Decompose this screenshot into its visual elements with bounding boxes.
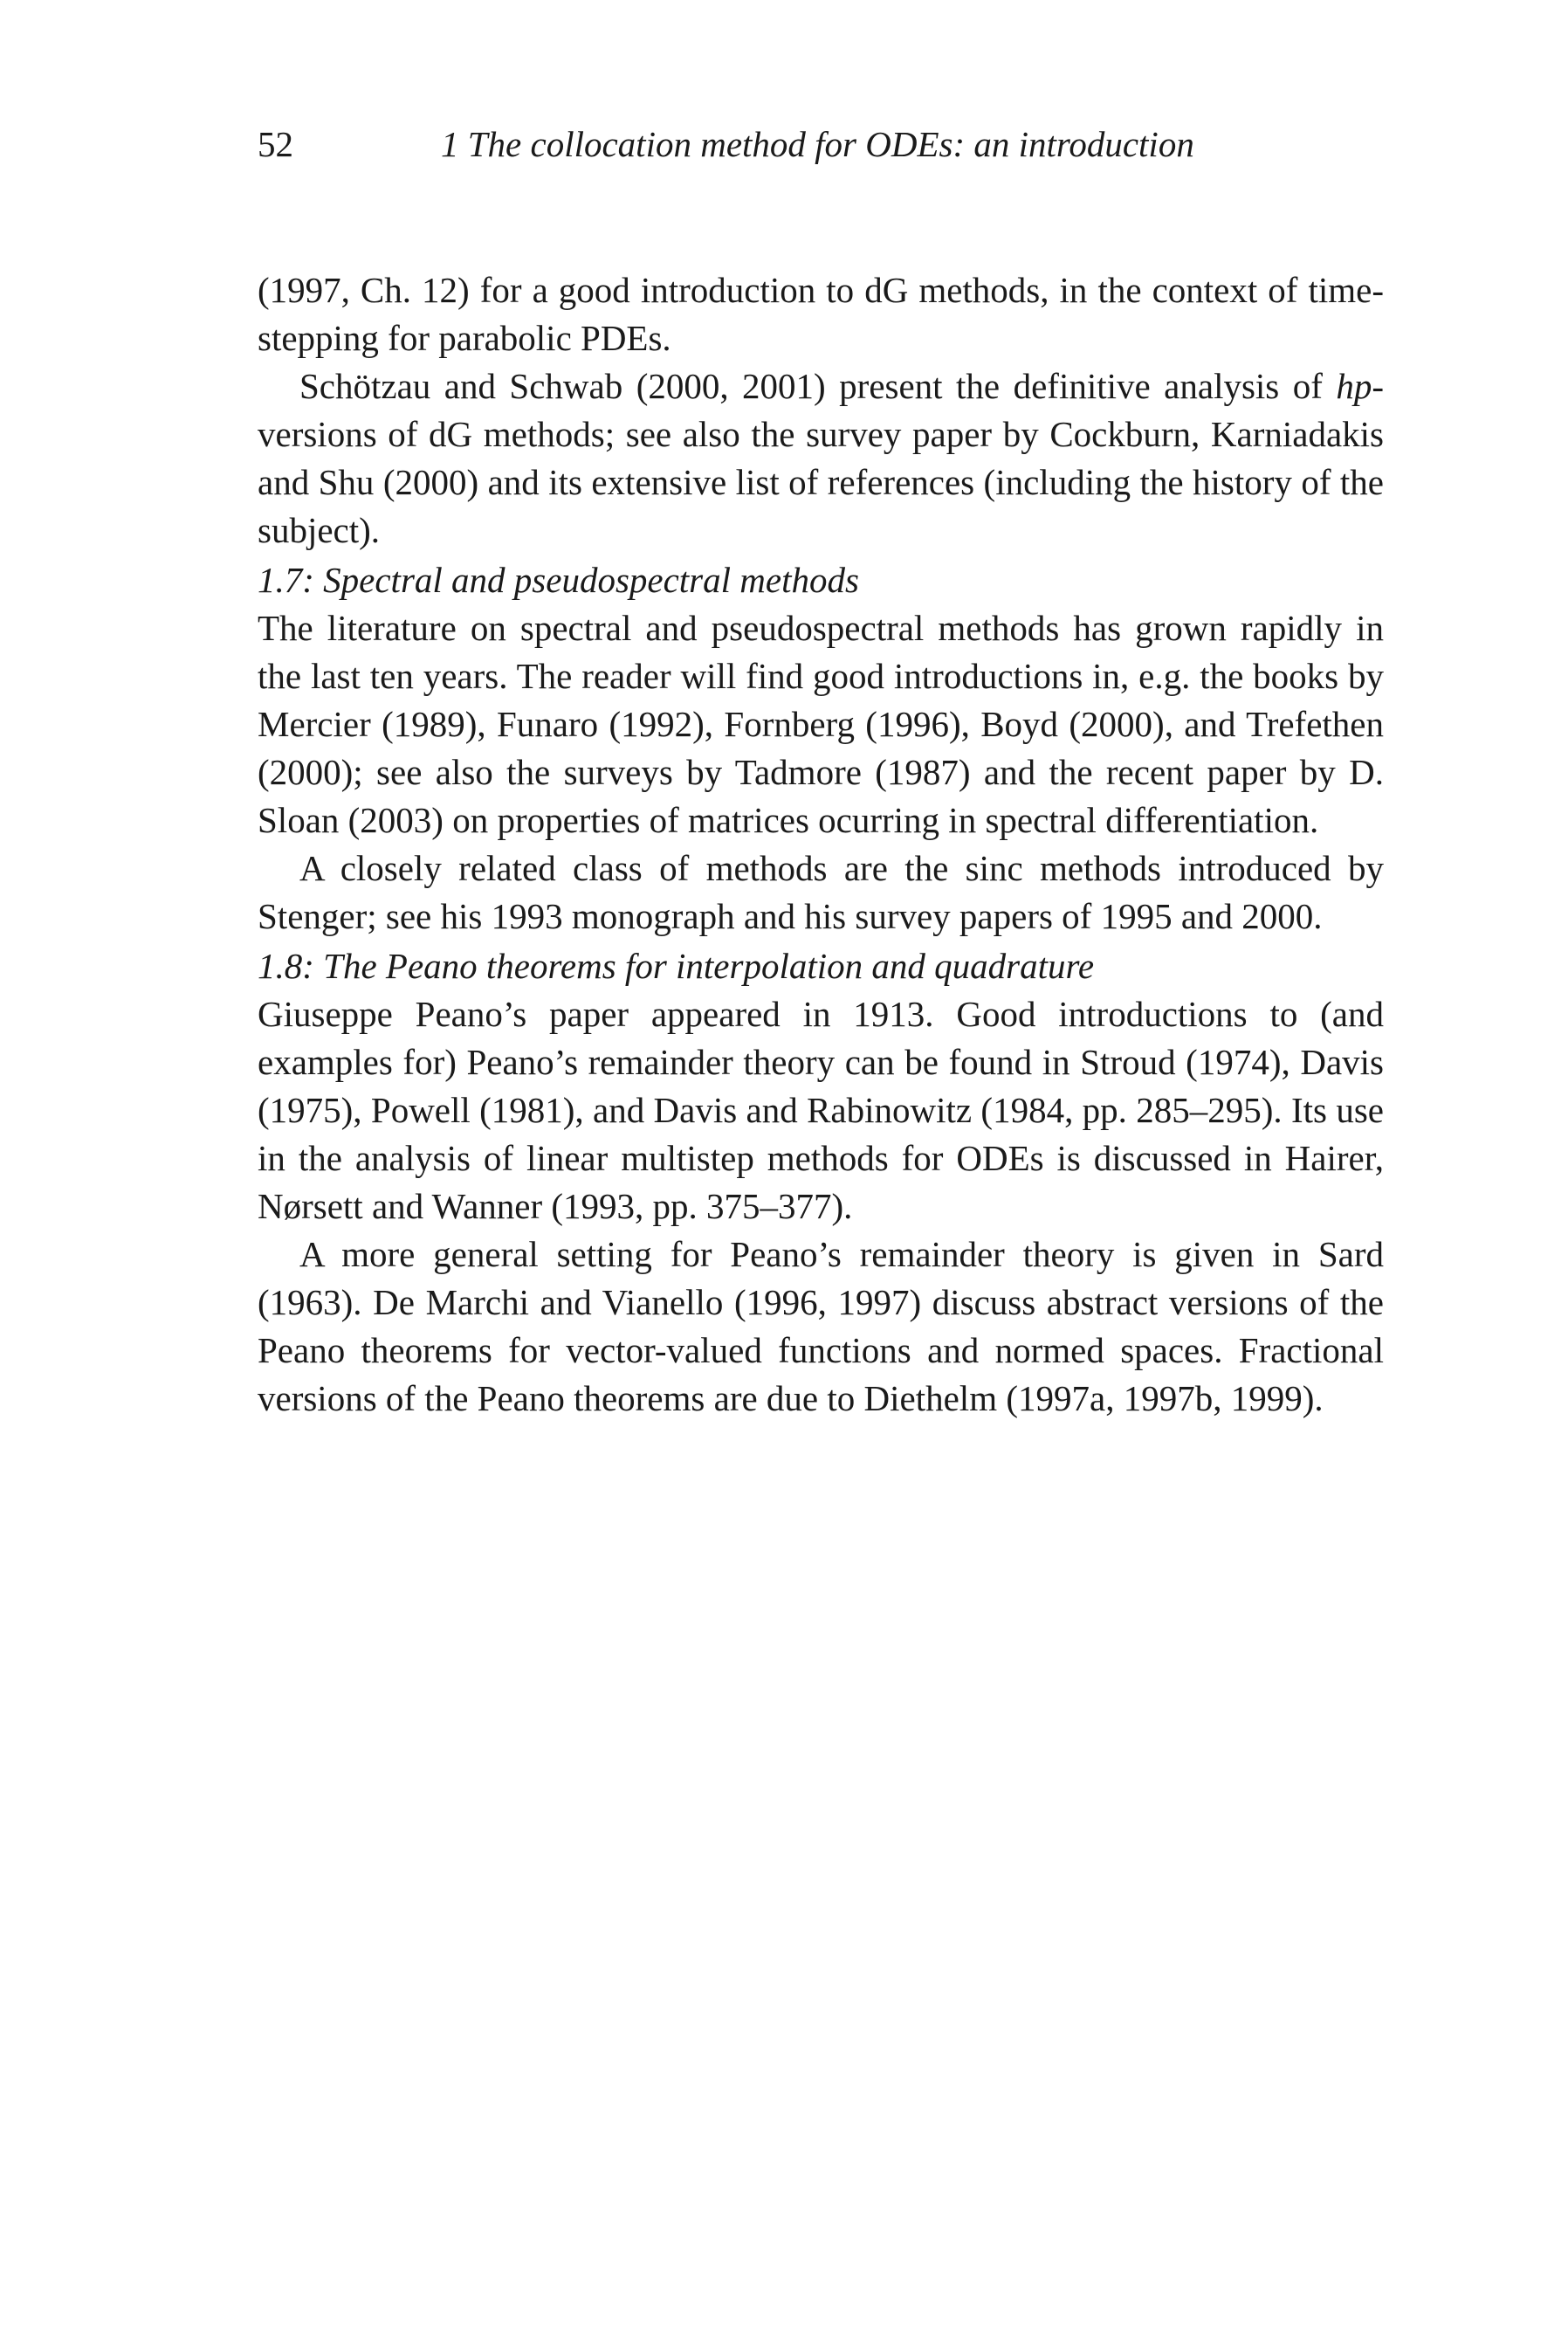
running-title: 1 The collocation method for ODEs: an introduction	[441, 124, 1194, 164]
section-heading-spectral: 1.7: Spectral and pseudospectral methods	[258, 560, 859, 600]
running-head	[258, 105, 1384, 183]
paragraph-sinc-methods: A closely related class of methods are the sinc methods introduced by Stenger; see his 1993 monograph and his survey papers of 1995 and 2000.	[258, 848, 1384, 936]
body-text	[258, 266, 1384, 1423]
paragraph-hp-versions	[258, 362, 1384, 555]
paragraph-continuation: (1997, Ch. 12) for a good introduction to dG methods, in the context of time-stepping for parabolic PDEs.	[258, 270, 1384, 358]
paragraph-text: -versions of dG methods; see also the survey paper by Cockburn, Karniadakis and Shu (2000) and its extensive list of references (including the history of the subject).	[258, 366, 1384, 550]
paragraph-peano-paper: Giuseppe Peano’s paper appeared in 1913. Good introductions to (and examples for) Peano’s remainder theory can be found in Stroud (1974), Davis (1975), Powell (1981), and Davis and Rabinowitz (1984, pp. 285–295). Its use in the analysis of linear multistep methods for ODEs is discussed in Hairer, Nørsett and Wanner (1993, pp. 375–377).	[258, 994, 1384, 1226]
page-number: 52	[258, 124, 293, 164]
paragraph-spectral-literature: The literature on spectral and pseudospectral methods has grown rapidly in the last ten years. The reader will find good introductions in, e.g. the books by Mercier (1989), Funaro (1992), Fornberg (1996), Boyd (2000), and Trefethen (2000); see also the surveys by Tadmore (1987) and the recent paper by D. Sloan (2003) on properties of matrices ocurring in spectral differentiation.	[258, 608, 1384, 840]
paragraph-peano-general: A more general setting for Peano’s remainder theory is given in Sard (1963). De Marchi and Vianello (1996, 1997) discuss abstract versions of the Peano theorems for vector-valued functions and normed spaces. Fractional versions of the Peano theorems are due to Diethelm (1997a, 1997b, 1999).	[258, 1234, 1384, 1418]
italic-term: hp	[1336, 366, 1372, 406]
paragraph-text: Schötzau and Schwab (2000, 2001) present the definitive analysis of	[299, 366, 1337, 406]
section-heading-peano: 1.8: The Peano theorems for interpolation and quadrature	[258, 946, 1095, 986]
book-page	[258, 105, 1384, 1423]
